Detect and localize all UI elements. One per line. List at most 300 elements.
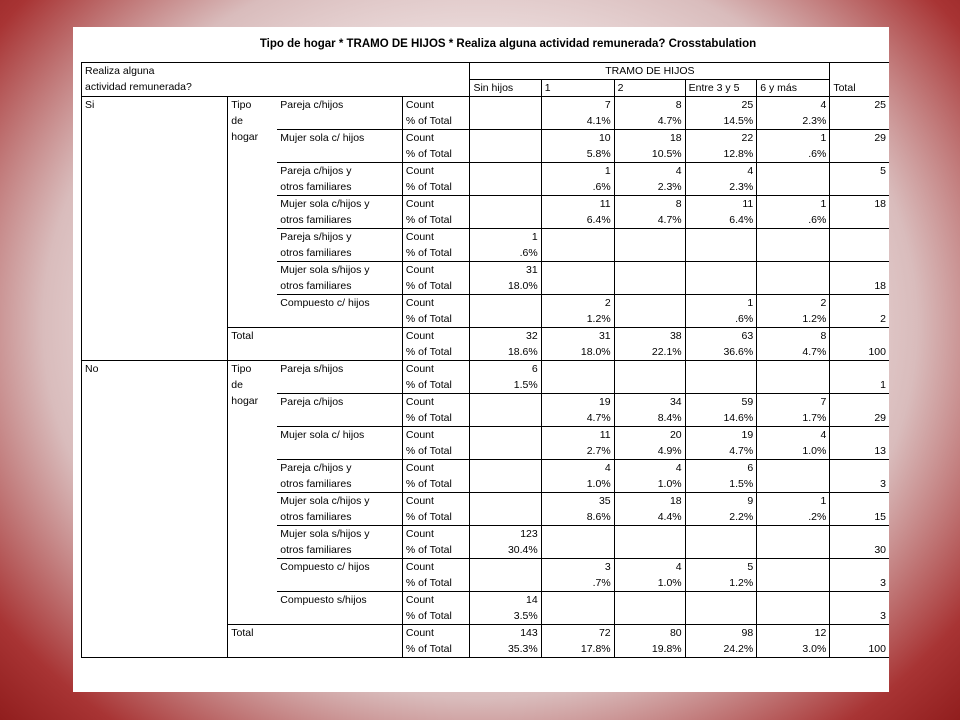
table-cell: 17.8% [541, 641, 614, 658]
table-cell [614, 295, 685, 312]
table-cell: 2 [830, 311, 889, 328]
row-category-line1: Mujer sola c/ hijos [280, 429, 365, 441]
stat-label: % of Total [402, 608, 470, 625]
table-cell: 18.0% [470, 278, 541, 295]
table-cell: 8 [757, 328, 830, 345]
row-category-label [277, 427, 402, 460]
header-row-1 [82, 63, 890, 80]
output-sheet [73, 27, 889, 692]
stat-label: % of Total [402, 377, 470, 394]
group-total-label: Total [228, 328, 403, 361]
stat-label: Count [402, 229, 470, 246]
table-cell [830, 526, 889, 543]
row-category-line1: Mujer sola s/hijos y [280, 528, 370, 540]
row-category-label [277, 97, 402, 130]
table-cell: 18.6% [470, 344, 541, 361]
table-cell: 36.6% [685, 344, 757, 361]
stat-label: % of Total [402, 311, 470, 328]
table-cell [470, 97, 541, 114]
table-cell [757, 179, 830, 196]
table-cell [470, 130, 541, 147]
table-cell [470, 311, 541, 328]
stat-label: % of Total [402, 344, 470, 361]
row-category-line2: otros familiares [280, 478, 352, 490]
crosstab-body [82, 97, 890, 658]
table-cell [830, 592, 889, 609]
row-category-label [277, 493, 402, 526]
table-cell: 25 [685, 97, 757, 114]
table-row [82, 97, 890, 114]
tipo-de-hogar-label [228, 97, 278, 328]
table-cell: 15 [830, 509, 889, 526]
table-cell: 11 [541, 196, 614, 213]
table-cell: 1 [830, 377, 889, 394]
table-cell: 100 [830, 344, 889, 361]
table-cell: 8.4% [614, 410, 685, 427]
table-cell: .2% [757, 509, 830, 526]
stat-label: Count [402, 460, 470, 477]
stat-label: Count [402, 394, 470, 411]
stat-label: % of Total [402, 212, 470, 229]
table-cell [541, 592, 614, 609]
row-category-line2: otros familiares [280, 247, 352, 259]
table-cell [614, 229, 685, 246]
table-cell: .6% [470, 245, 541, 262]
table-cell: 5 [880, 165, 886, 177]
tipo-de-hogar-line: Tipo [231, 363, 252, 375]
table-cell: .6% [757, 212, 830, 229]
table-cell: 20 [614, 427, 685, 444]
stat-label: % of Total [402, 410, 470, 427]
col-header-entre-3-y-5: Entre 3 y 5 [685, 80, 757, 97]
tipo-de-hogar-line: hogar [231, 395, 259, 407]
table-cell: 7 [541, 97, 614, 114]
col-header-total: Total [830, 63, 889, 97]
table-cell: 2 [757, 295, 830, 312]
row-category-line1: Mujer sola c/hijos y [280, 198, 370, 210]
table-cell [757, 575, 830, 592]
table-cell: 4 [757, 97, 830, 114]
table-cell: 1 [757, 130, 830, 147]
table-cell [830, 229, 889, 246]
table-cell: .6% [685, 311, 757, 328]
table-cell [757, 608, 830, 625]
stat-label: Count [402, 262, 470, 279]
row-variable-line1: Realiza alguna [85, 65, 155, 77]
table-cell: 143 [470, 625, 541, 642]
table-cell [541, 608, 614, 625]
stat-label: % of Total [402, 146, 470, 163]
row-category-label [277, 361, 402, 394]
table-cell [470, 295, 541, 312]
stat-label: % of Total [402, 179, 470, 196]
stat-label: % of Total [402, 575, 470, 592]
table-cell: 63 [685, 328, 757, 345]
table-cell: 3 [830, 608, 889, 625]
table-cell: .7% [541, 575, 614, 592]
table-cell: 13 [830, 443, 889, 460]
table-cell: 2.2% [685, 509, 757, 526]
table-cell: 8.6% [541, 509, 614, 526]
table-cell: 35 [541, 493, 614, 510]
table-cell [470, 113, 541, 130]
tipo-de-hogar-label [228, 361, 278, 625]
table-cell [830, 295, 889, 312]
row-category-line2: otros familiares [280, 181, 352, 193]
table-cell: 35.3% [470, 641, 541, 658]
table-cell [541, 229, 614, 246]
table-cell: 8 [614, 196, 685, 213]
table-cell [830, 460, 889, 477]
table-cell [757, 476, 830, 493]
table-cell: 1 [685, 295, 757, 312]
table-cell [470, 476, 541, 493]
table-cell: 6 [685, 460, 757, 477]
table-cell: 2.7% [541, 443, 614, 460]
stat-label: Count [402, 493, 470, 510]
table-cell [830, 328, 889, 345]
table-cell [541, 262, 614, 279]
table-cell: 4.4% [614, 509, 685, 526]
table-cell: 4 [541, 460, 614, 477]
stat-label: Count [402, 361, 470, 378]
table-cell [830, 179, 889, 196]
table-cell: 4 [614, 163, 685, 180]
table-cell [757, 559, 830, 576]
table-cell [614, 608, 685, 625]
col-header-1: 1 [541, 80, 614, 97]
table-cell [757, 163, 830, 180]
table-cell: 7 [757, 394, 830, 411]
table-cell [757, 460, 830, 477]
table-cell [470, 509, 541, 526]
col-header-2: 2 [614, 80, 685, 97]
table-cell [470, 196, 541, 213]
stat-label: Count [402, 592, 470, 609]
row-variable-line2: actividad remunerada? [85, 81, 192, 93]
row-category-label [277, 262, 402, 295]
row-variable-header [82, 63, 470, 97]
table-cell: 1.0% [614, 575, 685, 592]
tipo-de-hogar-line: de [231, 115, 243, 127]
table-cell: 19 [685, 427, 757, 444]
table-cell: 3 [541, 559, 614, 576]
table-cell: 3.5% [470, 608, 541, 625]
table-cell [757, 245, 830, 262]
table-cell: 14.6% [685, 410, 757, 427]
row-category-label [277, 460, 402, 493]
table-cell [614, 262, 685, 279]
table-cell: 72 [541, 625, 614, 642]
stat-label: Count [402, 526, 470, 543]
row-category-line1: Mujer sola s/hijos y [280, 264, 370, 276]
stat-label: % of Total [402, 245, 470, 262]
row-category-line2: otros familiares [280, 544, 352, 556]
table-cell: 6 [470, 361, 541, 378]
table-cell [685, 361, 757, 378]
table-cell: 5 [685, 559, 757, 576]
table-cell [757, 592, 830, 609]
row-category-label [277, 559, 402, 592]
table-cell: 29 [874, 132, 886, 144]
row-category-line2: otros familiares [280, 511, 352, 523]
table-cell [614, 245, 685, 262]
row-category-line1: Pareja s/hijos [280, 363, 344, 375]
table-cell: 98 [685, 625, 757, 642]
table-cell: 30 [830, 542, 889, 559]
table-cell [757, 526, 830, 543]
stat-label: % of Total [402, 641, 470, 658]
table-cell: 123 [470, 526, 541, 543]
table-cell: 11 [541, 427, 614, 444]
table-cell: 14 [470, 592, 541, 609]
table-cell: 12.8% [685, 146, 757, 163]
table-cell [470, 575, 541, 592]
table-cell [830, 427, 889, 444]
group-total-label: Total [228, 625, 403, 658]
tipo-de-hogar-line: Tipo [231, 99, 252, 111]
table-cell [470, 394, 541, 411]
table-cell [830, 361, 889, 378]
stat-label: Count [402, 625, 470, 642]
table-cell: 1.5% [685, 476, 757, 493]
column-group-header: TRAMO DE HIJOS [470, 63, 830, 80]
table-cell: 18 [830, 278, 889, 295]
table-cell: 18 [614, 493, 685, 510]
table-cell [614, 377, 685, 394]
stat-label: Count [402, 130, 470, 147]
table-cell: 2.3% [757, 113, 830, 130]
row-category-label [277, 526, 402, 559]
row-category-line1: Pareja c/hijos [280, 396, 344, 408]
table-cell: 19.8% [614, 641, 685, 658]
table-title: Tipo de hogar * TRAMO DE HIJOS * Realiza alguna actividad remunerada? Crosstabulation [259, 38, 757, 50]
row-category-label [277, 592, 402, 625]
table-cell: 5.8% [541, 146, 614, 163]
tipo-de-hogar-line: de [231, 379, 243, 391]
table-cell: 6.4% [685, 212, 757, 229]
tipo-de-hogar-line: hogar [231, 131, 259, 143]
table-cell [541, 526, 614, 543]
table-cell [685, 377, 757, 394]
table-cell [757, 262, 830, 279]
table-cell: .6% [541, 179, 614, 196]
table-cell: .6% [757, 146, 830, 163]
table-cell [470, 493, 541, 510]
table-row [82, 361, 890, 378]
table-cell [757, 542, 830, 559]
table-cell: 22 [685, 130, 757, 147]
table-cell [757, 229, 830, 246]
table-cell [830, 146, 889, 163]
table-cell [757, 278, 830, 295]
table-cell: 2 [541, 295, 614, 312]
table-cell: 31 [541, 328, 614, 345]
table-cell: 4.7% [685, 443, 757, 460]
group-label-si: Si [82, 97, 228, 361]
table-cell: 4 [685, 163, 757, 180]
table-cell [470, 179, 541, 196]
table-cell [685, 592, 757, 609]
table-cell: 4.9% [614, 443, 685, 460]
table-cell: 4 [614, 559, 685, 576]
row-category-line1: Mujer sola c/ hijos [280, 132, 365, 144]
table-cell [541, 542, 614, 559]
table-cell: 1 [470, 229, 541, 246]
table-cell [830, 493, 889, 510]
row-category-line2: otros familiares [280, 214, 352, 226]
col-header-sin-hijos: Sin hijos [470, 80, 541, 97]
row-category-label [277, 295, 402, 328]
table-cell [614, 278, 685, 295]
table-cell: 14.5% [685, 113, 757, 130]
row-category-label [277, 130, 402, 163]
table-cell: 3 [830, 575, 889, 592]
table-cell [614, 526, 685, 543]
table-cell [685, 278, 757, 295]
stat-label: % of Total [402, 443, 470, 460]
stat-label: Count [402, 97, 470, 114]
table-cell [541, 278, 614, 295]
table-cell [685, 608, 757, 625]
table-cell: 22.1% [614, 344, 685, 361]
table-cell [541, 245, 614, 262]
table-cell [470, 410, 541, 427]
table-cell: 25 [874, 99, 886, 111]
table-cell: 2.3% [685, 179, 757, 196]
stat-label: % of Total [402, 113, 470, 130]
table-cell [470, 443, 541, 460]
table-cell [830, 262, 889, 279]
table-cell: 4 [614, 460, 685, 477]
table-cell [685, 262, 757, 279]
crosstab-table [81, 62, 889, 658]
table-cell [757, 377, 830, 394]
table-cell: 18.0% [541, 344, 614, 361]
table-cell: 1.5% [470, 377, 541, 394]
table-cell [685, 526, 757, 543]
table-cell: 29 [830, 410, 889, 427]
table-cell: 80 [614, 625, 685, 642]
table-cell: 38 [614, 328, 685, 345]
table-cell [614, 361, 685, 378]
table-cell: 1.0% [614, 476, 685, 493]
table-cell: 6.4% [541, 212, 614, 229]
table-cell: 31 [470, 262, 541, 279]
table-cell: 4 [757, 427, 830, 444]
table-cell: 34 [614, 394, 685, 411]
table-cell [757, 361, 830, 378]
row-category-label [277, 163, 402, 196]
table-cell: 18 [614, 130, 685, 147]
row-category-line2: otros familiares [280, 280, 352, 292]
table-cell [470, 460, 541, 477]
table-cell: 3.0% [757, 641, 830, 658]
table-cell: 4.7% [614, 212, 685, 229]
table-cell [470, 559, 541, 576]
table-cell: 59 [685, 394, 757, 411]
table-cell [830, 625, 889, 642]
stat-label: Count [402, 328, 470, 345]
stat-label: % of Total [402, 278, 470, 295]
table-cell: 1.2% [757, 311, 830, 328]
table-cell: 24.2% [685, 641, 757, 658]
table-cell: 2.3% [614, 179, 685, 196]
table-cell: 1.2% [541, 311, 614, 328]
table-cell [830, 245, 889, 262]
table-cell: 3 [830, 476, 889, 493]
table-cell: 1.7% [757, 410, 830, 427]
table-cell: 4.7% [541, 410, 614, 427]
table-cell [541, 377, 614, 394]
table-cell: 100 [830, 641, 889, 658]
table-cell [830, 394, 889, 411]
row-category-line1: Pareja s/hijos y [280, 231, 352, 243]
table-cell: 12 [757, 625, 830, 642]
table-cell [470, 163, 541, 180]
table-cell: 1.0% [757, 443, 830, 460]
table-cell [830, 559, 889, 576]
table-cell: 10 [541, 130, 614, 147]
row-category-label [277, 229, 402, 262]
row-category-line1: Mujer sola c/hijos y [280, 495, 370, 507]
table-cell [614, 592, 685, 609]
group-label-no: No [82, 361, 228, 658]
stat-label: % of Total [402, 509, 470, 526]
stat-label: Count [402, 295, 470, 312]
stat-label: % of Total [402, 476, 470, 493]
table-cell [614, 542, 685, 559]
row-category-line1: Compuesto c/ hijos [280, 561, 370, 573]
table-cell [685, 245, 757, 262]
table-cell: 1 [757, 196, 830, 213]
stat-label: % of Total [402, 542, 470, 559]
stat-label: Count [402, 163, 470, 180]
table-cell: 9 [685, 493, 757, 510]
table-cell [685, 542, 757, 559]
col-header-6-y-mas: 6 y más [757, 80, 830, 97]
table-cell [470, 146, 541, 163]
table-cell: 32 [470, 328, 541, 345]
table-cell: 8 [614, 97, 685, 114]
row-category-line1: Pareja c/hijos y [280, 462, 352, 474]
table-cell [470, 212, 541, 229]
table-cell: 4.1% [541, 113, 614, 130]
table-cell: 1.2% [685, 575, 757, 592]
table-cell [614, 311, 685, 328]
table-cell: 30.4% [470, 542, 541, 559]
table-cell [470, 427, 541, 444]
row-category-line1: Compuesto s/hijos [280, 594, 367, 606]
table-cell: 4.7% [614, 113, 685, 130]
row-category-label [277, 196, 402, 229]
table-cell: 19 [541, 394, 614, 411]
table-cell [830, 113, 889, 130]
table-cell: 1.0% [541, 476, 614, 493]
row-category-line1: Compuesto c/ hijos [280, 297, 370, 309]
row-category-line1: Pareja c/hijos y [280, 165, 352, 177]
stat-label: Count [402, 559, 470, 576]
table-cell: 10.5% [614, 146, 685, 163]
table-cell [830, 212, 889, 229]
table-cell: 1 [757, 493, 830, 510]
table-cell: 4.7% [757, 344, 830, 361]
stat-label: Count [402, 427, 470, 444]
table-cell [541, 361, 614, 378]
row-category-label [277, 394, 402, 427]
table-cell: 18 [874, 198, 886, 210]
table-cell: 1 [541, 163, 614, 180]
